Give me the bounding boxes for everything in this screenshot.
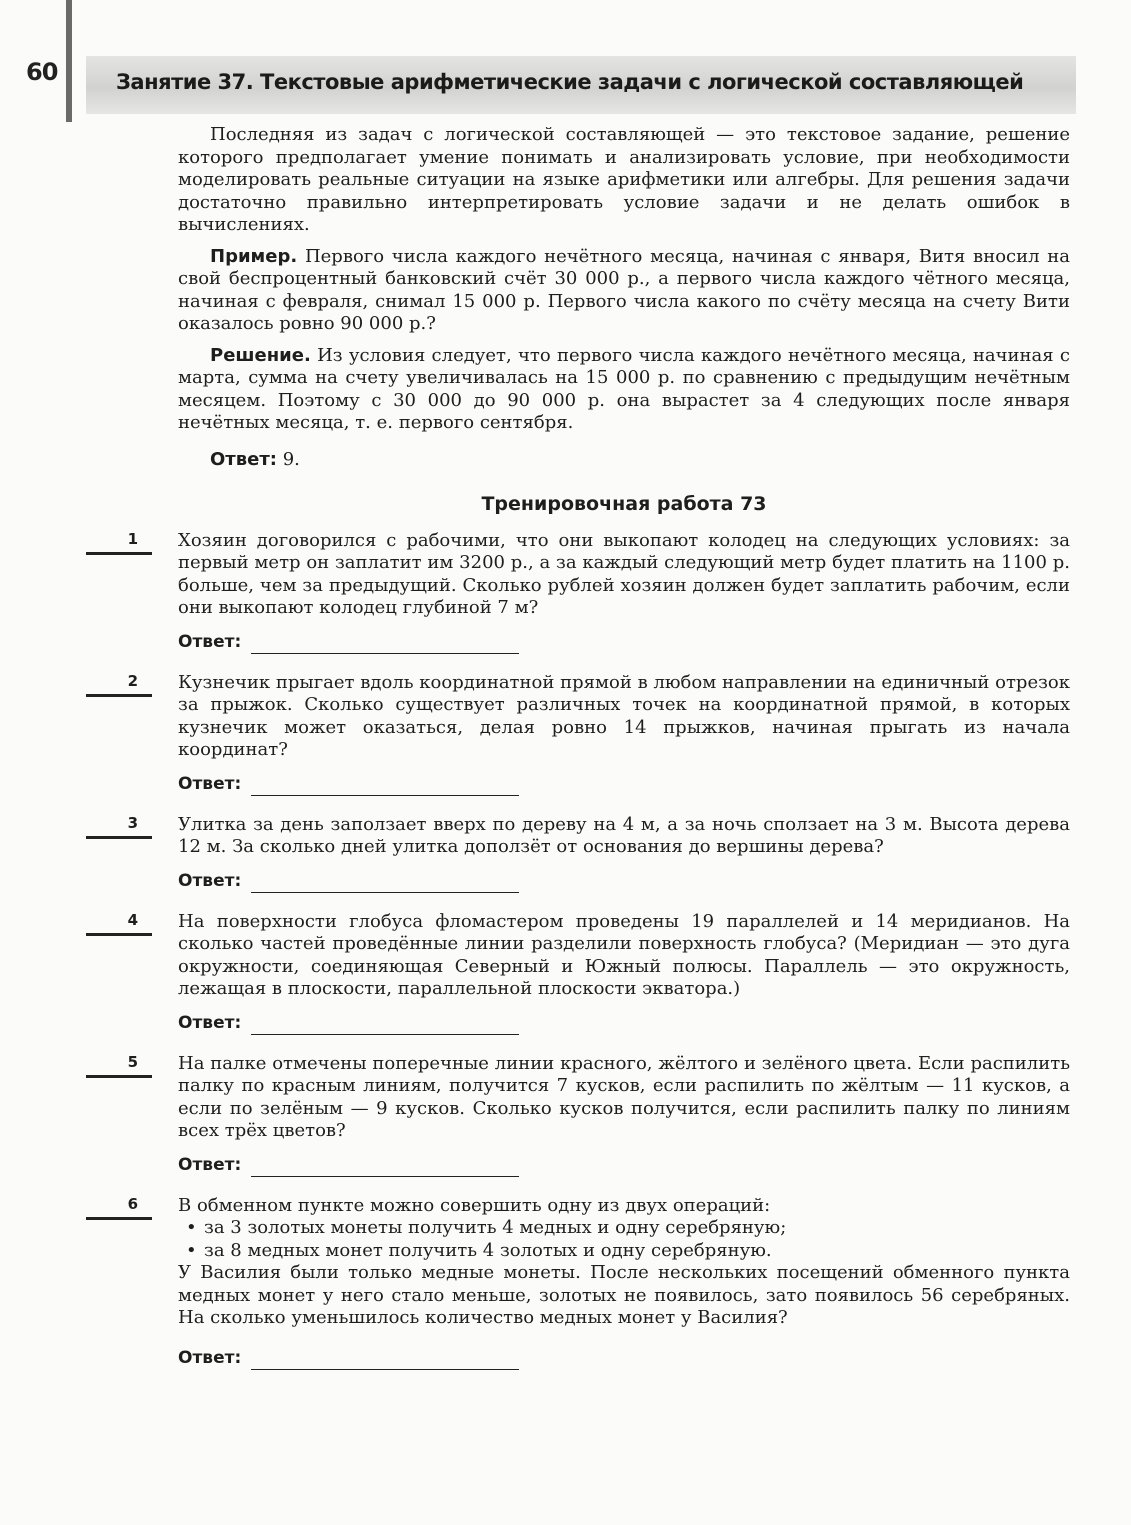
answer-line[interactable] xyxy=(251,777,519,796)
task-number: 3 xyxy=(86,814,152,839)
task-text: В обменном пункте можно совершить одну из двух операций: xyxy=(178,1194,771,1216)
task-5 xyxy=(127,1052,1070,1177)
solution-paragraph xyxy=(178,345,1070,435)
task-text: Кузнечик прыгает вдоль координатной прямой в любом направлении на единичный отрезок за прыжок. Сколько существует различных точек на координатной прямой, в которых кузнечик может оказаться, делая ровно 14 прыжков, начиная прыгать из начала координат? xyxy=(178,671,1070,760)
answer-label: Ответ: xyxy=(178,1155,242,1175)
task-text: На палке отмечены поперечные линии красного, жёлтого и зелёного цвета. Если распилить палку по красным линиям, получится 7 кусков, если распилить по жёлтым — 11 кусков, а если по зелёным — 9 кусков. Сколько кусков получится, если распилить палку по линиям всех трёх цветов? xyxy=(178,1052,1070,1141)
task-text: На поверхности глобуса фломастером проведены 19 параллелей и 14 меридианов. На сколько частей проведённые линии разделили поверхность глобуса? (Меридиан — это дуга окружности, соединяющая Северный и Южный полюсы. Параллель — это окружность, лежащая в плоскости, параллельной плоскости экватора.) xyxy=(178,910,1070,999)
answer-label: Ответ: xyxy=(178,774,242,794)
answer-line[interactable] xyxy=(251,635,519,654)
task-number: 5 xyxy=(86,1053,152,1078)
task-3 xyxy=(127,813,1070,893)
solution-label: Решение. xyxy=(210,344,311,366)
exchange-option: • за 8 медных монет получить 4 золотых и одну серебряную. xyxy=(204,1240,1070,1263)
answer-row xyxy=(178,1348,1070,1370)
answer-line[interactable] xyxy=(251,1016,519,1035)
answer-label: Ответ: xyxy=(178,871,242,891)
answer-line[interactable] xyxy=(251,1351,519,1370)
lesson-title: Занятие 37. Текстовые арифметические задачи с логической составляющей xyxy=(116,70,1024,94)
task-text: Улитка за день заползает вверх по дереву на 4 м, а за ночь сползает на 3 м. Высота дерева 12 м. За сколько дней улитка доползёт от основания до вершины дерева? xyxy=(178,813,1070,857)
answer-label: Ответ: xyxy=(178,632,242,652)
task-number: 2 xyxy=(86,672,152,697)
task-number: 1 xyxy=(86,530,152,555)
example-paragraph xyxy=(178,246,1070,336)
answer-row xyxy=(178,871,1070,893)
task-6 xyxy=(127,1194,1070,1370)
answer-label: Ответ: xyxy=(178,1348,242,1368)
task-number: 6 xyxy=(86,1195,152,1220)
answer-row xyxy=(178,632,1070,654)
example-answer-value: 9. xyxy=(276,448,300,470)
answer-line[interactable] xyxy=(251,874,519,893)
solution-text: Из условия следует, что первого числа каждого нечётного месяца, начиная с марта, сумма на счету увеличивалась на 15 000 р. по сравнению с предыдущим нечётным месяцем. Поэтому с 30 000 до 90 000 р. она вырастет за 4 следующих после января нечётных месяца, т. е. первого сентября. xyxy=(178,344,1070,433)
example-answer xyxy=(178,449,1070,472)
task-2 xyxy=(127,671,1070,796)
answer-label: Ответ: xyxy=(178,1013,242,1033)
exchange-options-list xyxy=(178,1217,1070,1262)
example-label: Пример. xyxy=(210,245,298,267)
task-number: 4 xyxy=(86,911,152,936)
task-text-continued: У Василия были только медные монеты. После нескольких посещений обменного пункта медных монет у него стало меньше, золотых не появилось, зато появилось 56 серебряных. На сколько уменьшилось количество медных монет у Василия? xyxy=(178,1262,1070,1328)
intro-paragraph: Последняя из задач с логической составляющей — это текстовое задание, решение которого предполагает умение понимать и анализировать условие, при необходимости моделировать реальные ситуации на языке арифметики или алгебры. Для решения задачи достаточно правильно интерпретировать условие задачи и не делать ошибок в вычислениях. xyxy=(178,124,1070,235)
answer-row xyxy=(178,1013,1070,1035)
answer-row xyxy=(178,1155,1070,1177)
answer-row xyxy=(178,774,1070,796)
answer-line[interactable] xyxy=(251,1158,519,1177)
example-answer-label: Ответ: xyxy=(210,448,277,470)
section-title: Тренировочная работа 73 xyxy=(481,493,767,515)
task-text: Хозяин договорился с рабочими, что они выкопают колодец на следующих условиях: за первый метр он заплатит им 3200 р., а за каждый следующий метр будет платить на 1100 р. больше, чем за предыдущий. Сколько рублей хозяин должен будет заплатить рабочим, если они выкопают колодец глубиной 7 м? xyxy=(178,529,1070,618)
exchange-option: • за 3 золотых монеты получить 4 медных и одну серебряную; xyxy=(204,1217,1070,1240)
page-content xyxy=(127,124,1070,1370)
example-text: Первого числа каждого нечётного месяца, начиная с января, Витя вносил на свой беспроцентный банковский счёт 30 000 р., а первого числа каждого чётного месяца, начиная с февраля, снимал 15 000 р. Первого числа какого по счёту месяца на счету Вити оказалось ровно 90 000 р.? xyxy=(178,245,1070,334)
header-rule xyxy=(66,0,72,122)
task-4 xyxy=(127,910,1070,1035)
page-number: 60 xyxy=(26,58,58,86)
task-1 xyxy=(127,529,1070,654)
